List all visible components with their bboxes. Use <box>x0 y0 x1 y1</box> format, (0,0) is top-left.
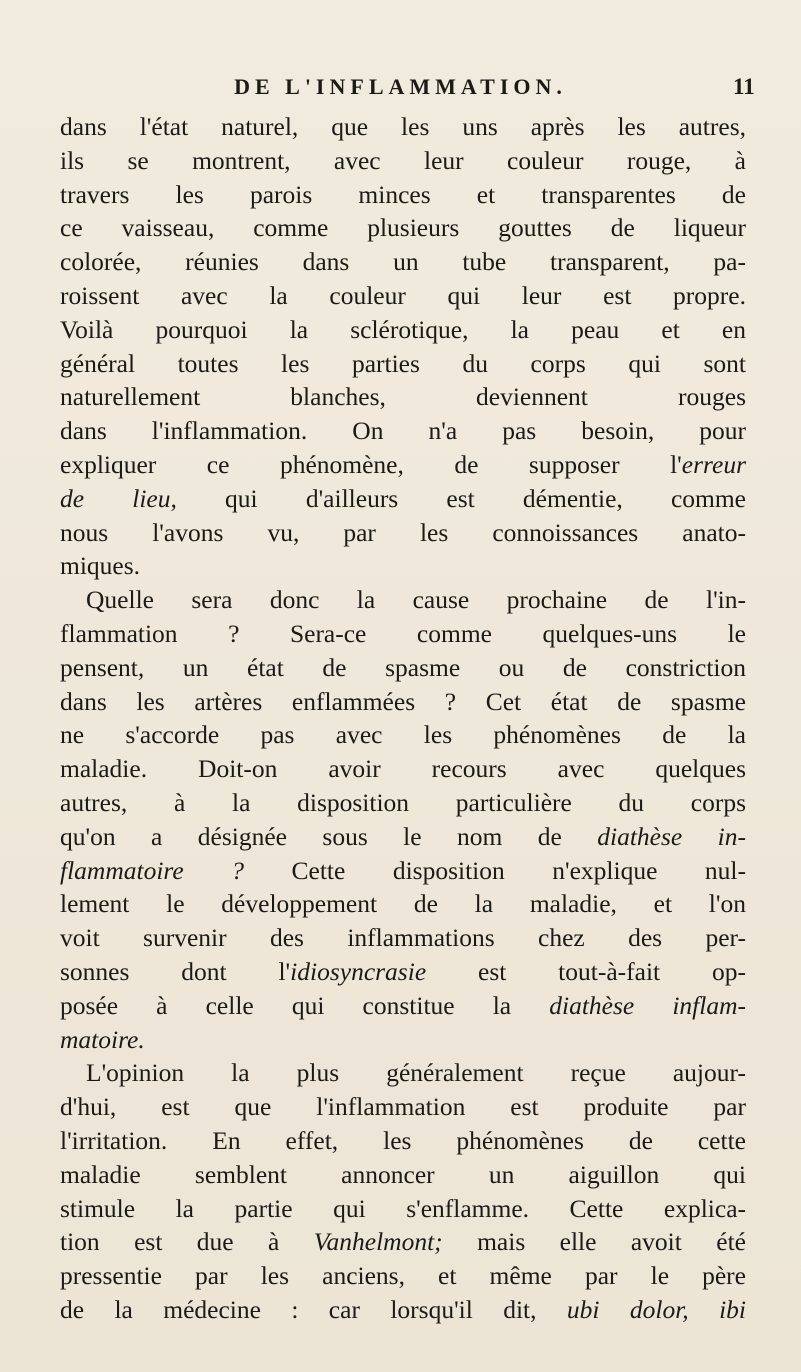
text-line: d'hui, est que l'inflammation est produite par <box>60 1092 746 1122</box>
text-line: de la médecine : car lorsqu'il dit, ubi dolor, ibi <box>60 1294 746 1324</box>
paragraph-start: L'opinion la plus généralement reçue aujour- <box>86 1058 746 1088</box>
text-line: ce vaisseau, comme plusieurs gouttes de liqueur <box>60 213 746 243</box>
text-line <box>60 1023 746 1057</box>
text-line: flammation ? Sera-ce comme quelques-uns le <box>60 618 746 648</box>
text-line: ne s'accorde pas avec les phénomènes de la <box>60 720 746 750</box>
italic-term: flammatoire ? <box>60 855 244 885</box>
italic-term: Vanhelmont; <box>313 1227 443 1257</box>
text-line: tion est due à Vanhelmont; mais elle avoit été <box>60 1227 746 1257</box>
text-line: sonnes dont l'idiosyncrasie est tout-à-fait op- <box>60 956 746 986</box>
body-text <box>60 110 746 1327</box>
text-line: expliquer ce phénomène, de supposer l'erreur <box>60 449 746 479</box>
page-number: 11 <box>733 74 755 99</box>
text-line: dans l'inflammation. On n'a pas besoin, pour <box>60 416 746 446</box>
text-line: flammatoire ? Cette disposition n'explique nul- <box>60 855 746 885</box>
italic-term: de lieu, <box>60 483 177 513</box>
text-line: Voilà pourquoi la sclérotique, la peau et en <box>60 314 746 344</box>
text-line: posée à celle qui constitue la diathèse inflam- <box>60 990 747 1020</box>
text-line: miques. <box>60 551 141 581</box>
italic-term: idiosyncrasie <box>290 956 427 986</box>
text-line: pensent, un état de spasme ou de constriction <box>60 652 746 682</box>
text-line: général toutes les parties du corps qui sont <box>60 348 746 378</box>
running-head: DE L'INFLAMMATION. <box>234 74 567 99</box>
text-line: dans l'état naturel, que les uns après les autres, <box>60 112 746 141</box>
italic-term: erreur <box>681 449 746 479</box>
italic-term: ubi dolor, ibi <box>566 1294 746 1324</box>
text-line: maladie semblent annoncer un aiguillon qui <box>60 1159 746 1189</box>
text-line: autres, à la disposition particulière du corps <box>60 787 746 817</box>
text-line: nous l'avons vu, par les connoissances anato- <box>60 517 746 547</box>
text-line: lement le développement de la maladie, et l'on <box>60 889 746 919</box>
text-line: qu'on a désignée sous le nom de diathèse in- <box>60 821 746 851</box>
text-line: travers les parois minces et transparentes de <box>60 179 746 209</box>
text-line: stimule la partie qui s'enflamme. Cette explica- <box>60 1193 746 1223</box>
text-line: naturellement blanches, deviennent rouges <box>60 382 746 412</box>
italic-term: diathèse inflam- <box>549 990 747 1020</box>
italic-term: diathèse in- <box>597 821 746 851</box>
text-line: maladie. Doit-on avoir recours avec quelques <box>60 754 746 784</box>
text-line: roissent avec la couleur qui leur est propre. <box>60 280 746 310</box>
text-line: l'irritation. En effet, les phénomènes de cette <box>60 1125 746 1155</box>
page-header <box>0 74 801 108</box>
text-line: de lieu, qui d'ailleurs est démentie, comme <box>60 483 746 513</box>
italic-term: matoire. <box>60 1024 145 1054</box>
text-line: dans les artères enflammées ? Cet état de spasme <box>60 686 746 716</box>
text-line: voit survenir des inflammations chez des per- <box>60 923 746 953</box>
text-line: pressentie par les anciens, et même par le père <box>60 1261 746 1291</box>
text-line: colorée, réunies dans un tube transparent, pa- <box>60 247 746 277</box>
text-line: ils se montrent, avec leur couleur rouge, à <box>60 145 746 175</box>
paragraph-start: Quelle sera donc la cause prochaine de l'in- <box>86 585 746 615</box>
